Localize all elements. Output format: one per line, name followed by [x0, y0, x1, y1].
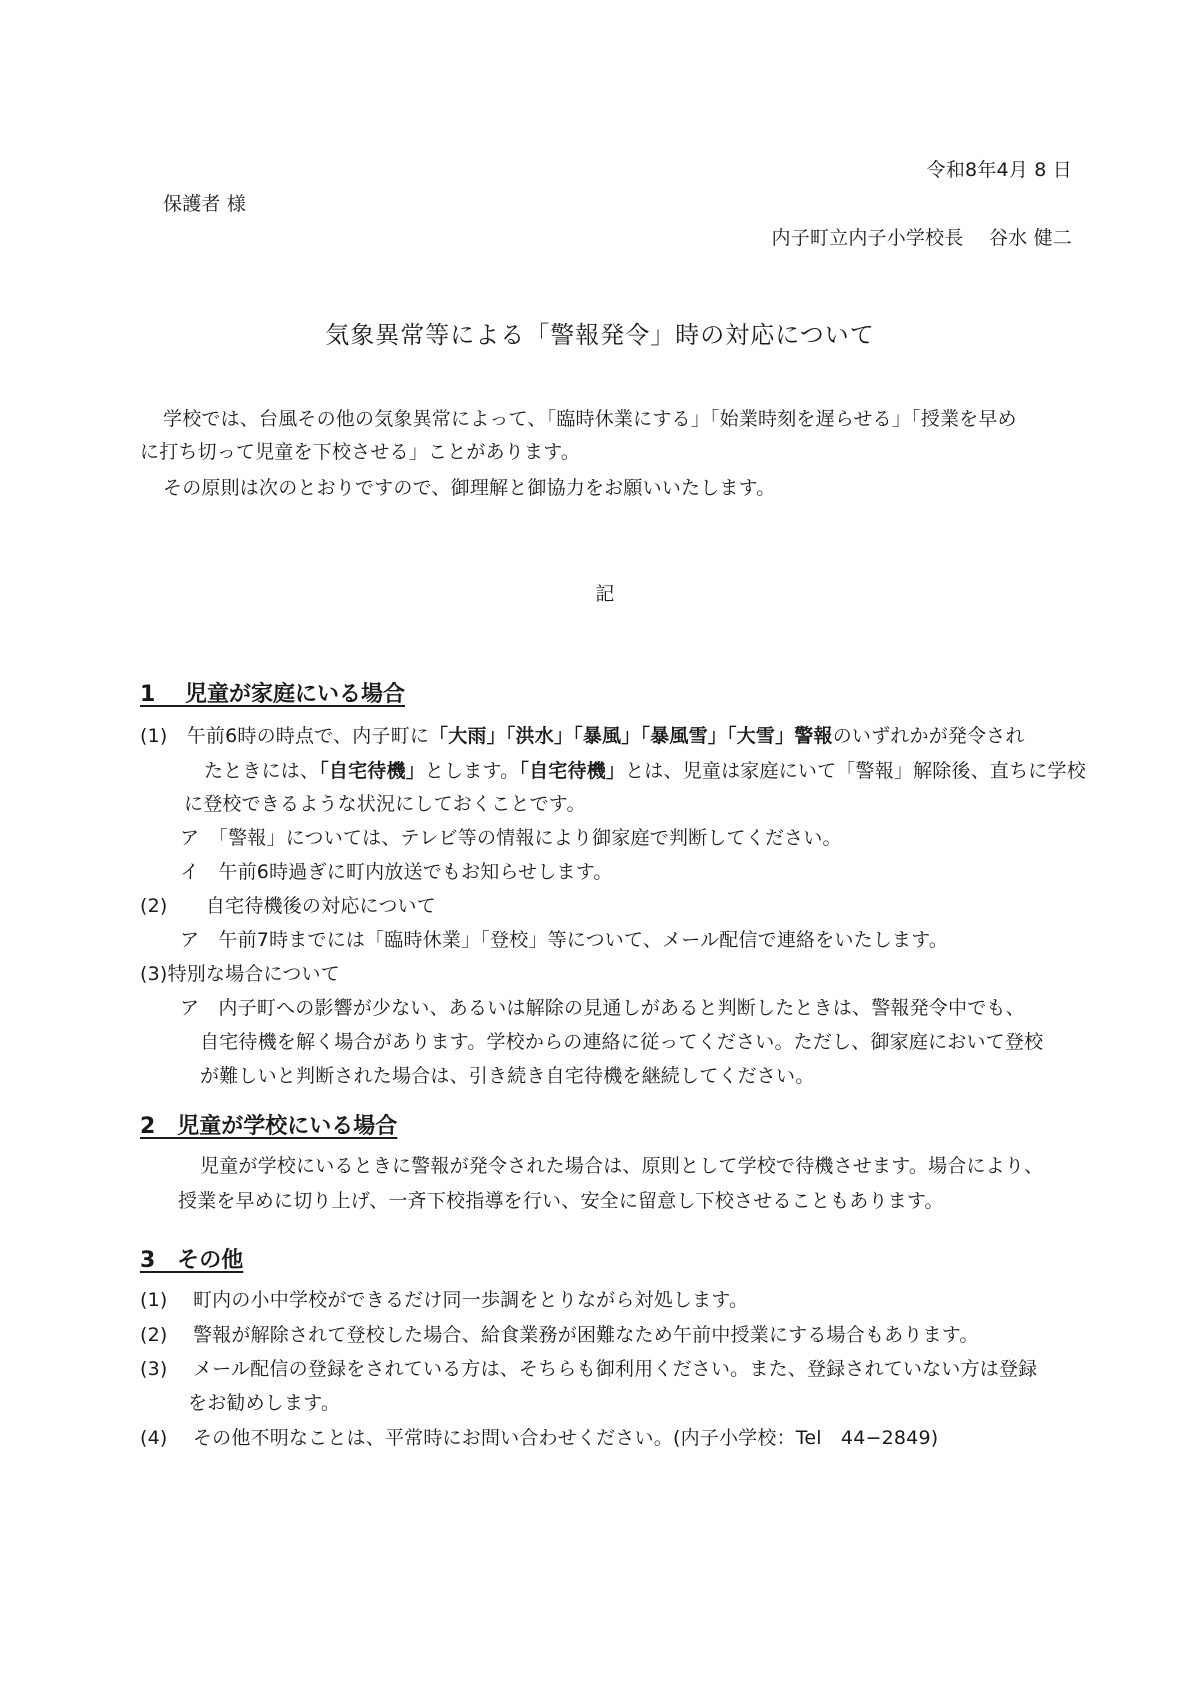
intro-line-3: その原則は次のとおりですので、御理解と御協力をお願いいたします。 [163, 477, 776, 499]
section-1-item-1-line-2 [204, 757, 1086, 785]
intro-line-1: 学校では、台風その他の気象異常によって、「臨時休業にする」「始業時刻を遅らせる」「授業を早め [163, 408, 1017, 430]
section-3-item-1: (1) 町内の小中学校ができるだけ同一歩調をとりながら対処します。 [140, 1289, 749, 1311]
section-1-item-1-line-1 [140, 722, 1025, 750]
section-1-item-3-sub-a-1: ア 内子町への影響が少ない、あるいは解除の見通しがあると判断したときは、警報発令中でも、 [180, 997, 1025, 1019]
section-2-heading: 2 児童が学校にいる場合 [140, 1114, 398, 1139]
section-1-heading: 1 児童が家庭にいる場合 [140, 682, 405, 707]
item-1-line-2-prefix: たときには、 [204, 760, 320, 782]
section-1-item-3-sub-a-3: が難しいと判断された場合は、引き続き自宅待機を継続してください。 [200, 1065, 815, 1087]
section-1-item-3-line-1: (3)特別な場合について [140, 963, 340, 985]
section-3-heading: 3 その他 [140, 1248, 244, 1273]
intro-line-2: に打ち切って児童を下校させる」ことがあります。 [140, 441, 581, 463]
section-1-item-3-sub-a-2: 自宅待機を解く場合があります。学校からの連絡に従ってください。ただし、御家庭において登校 [200, 1031, 1044, 1053]
section-2-line-2: 授業を早めに切り上げ、一斉下校指導を行い、安全に留意し下校させることもあります。 [178, 1190, 944, 1212]
section-3-item-3-line-1: (3) メール配信の登録をされている方は、そちらも御利用ください。また、登録されていない方は登録 [140, 1358, 1038, 1380]
warning-heavy-snow: 「大雪」 [726, 725, 795, 747]
warning-storm: 「暴風」 [573, 725, 641, 747]
document-title: 気象異常等による「警報発令」時の対応について [325, 321, 875, 349]
home-standby-term-1: 「自宅待機」 [319, 760, 425, 782]
section-3-item-4: (4) その他不明なことは、平常時にお問い合わせください。(内子小学校：Tel 44−2849) [140, 1427, 939, 1449]
ki-mark: 記 [595, 583, 615, 605]
item-1-suffix: のいずれかが発令され [832, 725, 1025, 747]
warning-flood: 「洪水」 [505, 725, 574, 747]
section-2-line-1: 児童が学校にいるときに警報が発令された場合は、原則として学校で待機させます。場合により、 [200, 1155, 1044, 1177]
section-3-item-3-line-2: をお勧めします。 [188, 1392, 341, 1414]
addressee: 保護者 様 [163, 193, 247, 215]
warning-snowstorm: 「暴風雪」 [640, 725, 727, 747]
item-1-prefix: (1) 午前6時の時点で、内子町に [140, 725, 430, 747]
section-1-item-2-sub-a: ア 午前7時までには「臨時休業」「登校」等について、メール配信で連絡をいたします。 [180, 929, 949, 951]
section-1-item-1-line-3: に登校できるような状況にしておくことです。 [184, 793, 586, 815]
warning-alert: 警報 [794, 725, 833, 747]
item-1-line-2-mid: とします。 [424, 760, 520, 782]
section-1-item-1-sub-i: イ 午前6時過ぎに町内放送でもお知らせします。 [180, 861, 613, 883]
sender: 内子町立内子小学校長 谷水 健二 [771, 227, 1072, 249]
home-standby-term-2: 「自宅待機」 [519, 760, 626, 782]
section-3-item-2: (2) 警報が解除されて登校した場合、給食業務が困難なため午前中授業にする場合もあります。 [140, 1324, 979, 1346]
section-1-item-2-line-1: (2) 自宅待機後の対応について [140, 895, 436, 917]
item-1-line-2-suffix: とは、児童は家庭にいて「警報」解除後、直ちに学校 [625, 760, 1086, 782]
issue-date: 令和8年4月 8 日 [926, 159, 1072, 181]
section-1-item-1-sub-a: ア 「警報」については、テレビ等の情報により御家庭で判断してください。 [180, 827, 842, 849]
warning-heavy-rain: 「大雨」 [429, 725, 506, 747]
